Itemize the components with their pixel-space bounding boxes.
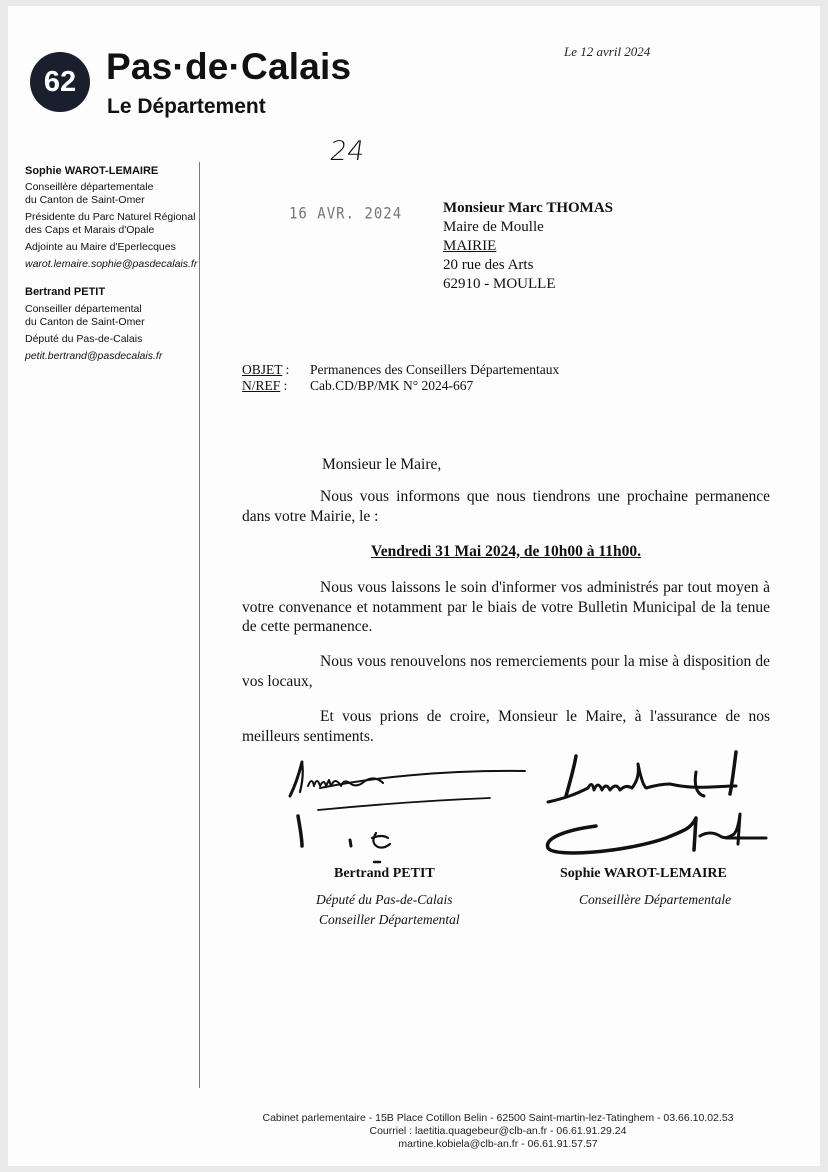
ref-value: Cab.CD/BP/MK N° 2024-667 (310, 378, 474, 393)
footer-line-1: Cabinet parlementaire - 15B Place Cotillon Belin - 62500 Saint-martin-lez-Tatinghem - 03.66.10.02.53 (262, 1112, 734, 1124)
person1-title-5: Adjointe au Maire d'Eperlecques (25, 241, 176, 253)
logo-number: 62 (43, 65, 77, 98)
salutation: Monsieur le Maire, (322, 456, 442, 473)
person2-title-2: du Canton de Saint-Omer (25, 316, 145, 328)
person1-email[interactable]: warot.lemaire.sophie@pasdecalais.fr (25, 258, 198, 270)
signatory-right-name: Sophie WAROT-LEMAIRE (560, 866, 727, 881)
brand-subtitle: Le Département (107, 95, 266, 118)
sidebar-person-2 (25, 285, 203, 363)
footer-line-2: Courriel : laetitia.quagebeur@clb-an.fr - 06.61.91.29.24 (369, 1125, 627, 1137)
signatory-left-role-1: Député du Pas-de-Calais (316, 892, 453, 907)
letter-date: Le 12 avril 2024 (564, 44, 651, 59)
paragraph-4: Et vous prions de croire, Monsieur le Maire, à l'assurance de nos meilleurs sentiments. (242, 708, 770, 745)
person2-title-1: Conseiller départemental (25, 303, 142, 315)
recipient-line-1: Maire de Moulle (443, 219, 544, 235)
recipient-line-2: MAIRIE (443, 238, 497, 254)
signatory-left-name: Bertrand PETIT (334, 866, 435, 881)
person1-name: Sophie WAROT-LEMAIRE (25, 165, 159, 177)
paragraph-2: Nous vous laissons le soin d'informer vos administrés par tout moyen à votre convenance et notamment par le biais de votre Bulletin Municipal de la tenue de cette permanence. (242, 579, 770, 635)
department-logo (30, 52, 90, 112)
person1-title-1: Conseillère départementale (25, 181, 154, 193)
ref-label: N/REF (242, 378, 281, 393)
signatory-left-role-2: Conseiller Départemental (319, 912, 460, 927)
letter-footer (198, 1112, 798, 1151)
signatory-right-role-1: Conseillère Départementale (579, 892, 732, 907)
person1-title-4: des Caps et Marais d'Opale (25, 224, 155, 236)
recipient-line-3: 20 rue des Arts (443, 257, 534, 273)
person2-email[interactable]: petit.bertrand@pasdecalais.fr (25, 350, 163, 362)
recipient-name: Monsieur Marc THOMAS (443, 200, 613, 216)
objet-label: OBJET (242, 362, 283, 377)
objet-value: Permanences des Conseillers Départementaux (310, 362, 560, 377)
person2-name: Bertrand PETIT (25, 286, 106, 298)
person2-title-3: Député du Pas-de-Calais (25, 333, 143, 345)
signature-bertrand-petit (280, 748, 540, 870)
person1-title-2: du Canton de Saint-Omer (25, 194, 145, 206)
brand-name: Pas·de·Calais (106, 46, 352, 87)
signature-sophie-warot-lemaire (536, 738, 776, 868)
reference-block: OBJET : Permanences des Conseillers Départementaux N/REF : Cab.CD/BP/MK N° 2024-667 (242, 362, 560, 393)
letter-page (8, 6, 820, 1166)
event-date: Vendredi 31 Mai 2024, de 10h00 à 11h00. (371, 543, 641, 560)
person1-title-3: Présidente du Parc Naturel Régional (25, 211, 196, 223)
sidebar-person-1 (25, 164, 203, 271)
recipient-address (443, 199, 613, 294)
handwritten-number: 24 (327, 136, 367, 167)
recipient-line-4: 62910 - MOULLE (443, 276, 556, 292)
footer-line-3: martine.kobiela@clb-an.fr - 06.61.91.57.57 (398, 1138, 598, 1150)
received-stamp: 16 AVR. 2024 (289, 204, 403, 224)
paragraph-1: Nous vous informons que nous tiendrons une prochaine permanence dans votre Mairie, le : (242, 488, 770, 525)
paragraph-3: Nous vous renouvelons nos remerciements pour la mise à disposition de vos locaux, (242, 653, 770, 690)
